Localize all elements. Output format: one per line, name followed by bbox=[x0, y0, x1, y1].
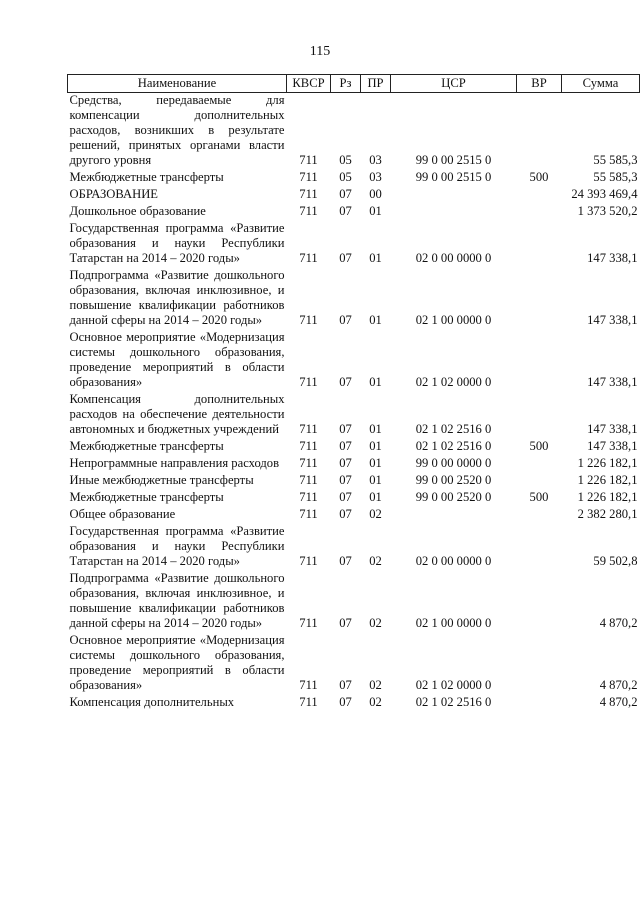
cell-csr: 02 1 02 2516 0 bbox=[415, 422, 492, 436]
cell-csr: 99 0 00 2520 0 bbox=[415, 473, 492, 487]
cell-vr bbox=[517, 330, 562, 392]
cell-sum: 1 373 520,2 bbox=[577, 204, 638, 218]
cell-vr bbox=[517, 392, 562, 439]
cell-vr bbox=[517, 93, 562, 171]
cell-kvsr: 711 bbox=[299, 456, 318, 470]
cell-csr: 02 1 02 2516 0 bbox=[415, 695, 492, 709]
cell-vr: 500 bbox=[529, 490, 549, 504]
cell-name: ОБРАЗОВАНИЕ bbox=[69, 187, 158, 201]
header-kvsr: КВСР bbox=[287, 75, 331, 93]
cell-sum: 147 338,1 bbox=[587, 422, 638, 436]
table-row bbox=[68, 204, 640, 221]
cell-sum: 2 382 280,1 bbox=[577, 507, 638, 521]
cell-kvsr: 711 bbox=[299, 153, 318, 167]
cell-name: Государственная программа «Развитие образования и науки Республики Татарстан на 2014 – 2020 годы» bbox=[69, 221, 285, 265]
table-row bbox=[68, 633, 640, 695]
cell-pr: 01 bbox=[369, 313, 382, 327]
cell-name: Межбюджетные трансферты bbox=[69, 170, 224, 184]
cell-rz: 07 bbox=[339, 490, 352, 504]
page-number: 115 bbox=[309, 44, 331, 59]
table-row bbox=[68, 456, 640, 473]
cell-name: Межбюджетные трансферты bbox=[69, 490, 224, 504]
cell-rz: 07 bbox=[339, 473, 352, 487]
cell-sum: 4 870,2 bbox=[599, 678, 638, 692]
cell-kvsr: 711 bbox=[299, 678, 318, 692]
cell-rz: 07 bbox=[339, 678, 352, 692]
cell-sum: 1 226 182,1 bbox=[577, 456, 638, 470]
cell-pr: 00 bbox=[369, 187, 382, 201]
cell-sum: 59 502,8 bbox=[593, 554, 638, 568]
cell-pr: 01 bbox=[369, 439, 382, 453]
cell-vr: 500 bbox=[529, 439, 549, 453]
cell-pr: 02 bbox=[369, 554, 382, 568]
cell-kvsr: 711 bbox=[299, 439, 318, 453]
cell-pr: 01 bbox=[369, 490, 382, 504]
cell-rz: 07 bbox=[339, 439, 352, 453]
cell-name: Непрограммные направления расходов bbox=[69, 456, 280, 470]
cell-csr: 99 0 00 2515 0 bbox=[415, 170, 492, 184]
cell-vr bbox=[517, 473, 562, 490]
cell-sum: 147 338,1 bbox=[587, 375, 638, 389]
table-row bbox=[68, 571, 640, 633]
table-row bbox=[68, 439, 640, 456]
table-row bbox=[68, 524, 640, 571]
cell-pr: 01 bbox=[369, 251, 382, 265]
cell-kvsr: 711 bbox=[299, 204, 318, 218]
cell-vr bbox=[517, 524, 562, 571]
cell-rz: 07 bbox=[339, 554, 352, 568]
table-row bbox=[68, 507, 640, 524]
cell-rz: 07 bbox=[339, 422, 352, 436]
cell-name: Общее образование bbox=[69, 507, 176, 521]
cell-rz: 05 bbox=[339, 170, 352, 184]
cell-kvsr: 711 bbox=[299, 554, 318, 568]
cell-vr bbox=[517, 268, 562, 330]
cell-name: Иные межбюджетные трансферты bbox=[69, 473, 254, 487]
cell-rz: 07 bbox=[339, 313, 352, 327]
table-header-row bbox=[68, 75, 640, 93]
cell-pr: 02 bbox=[369, 616, 382, 630]
table-row bbox=[68, 330, 640, 392]
cell-rz: 07 bbox=[339, 251, 352, 265]
cell-sum: 1 226 182,1 bbox=[577, 490, 638, 504]
cell-sum: 24 393 469,4 bbox=[571, 187, 638, 201]
cell-pr: 03 bbox=[369, 170, 382, 184]
cell-vr bbox=[517, 695, 562, 712]
cell-pr: 01 bbox=[369, 204, 382, 218]
cell-pr: 01 bbox=[369, 473, 382, 487]
cell-pr: 02 bbox=[369, 678, 382, 692]
cell-sum: 147 338,1 bbox=[587, 251, 638, 265]
cell-pr: 01 bbox=[369, 456, 382, 470]
table-row bbox=[68, 473, 640, 490]
cell-vr bbox=[517, 633, 562, 695]
cell-name: Компенсация дополнительных bbox=[69, 695, 235, 709]
header-vr: ВР bbox=[517, 75, 562, 93]
cell-rz: 07 bbox=[339, 456, 352, 470]
cell-vr bbox=[517, 221, 562, 268]
header-sum: Сумма bbox=[562, 75, 640, 93]
cell-vr: 500 bbox=[529, 170, 549, 184]
cell-name: Основное мероприятие «Модернизация системы дошкольного образования, проведение мероприятий в области образования» bbox=[69, 633, 285, 692]
header-rz: Рз bbox=[331, 75, 361, 93]
cell-name: Основное мероприятие «Модернизация системы дошкольного образования, проведение мероприятий в области образования» bbox=[69, 330, 285, 389]
cell-name: Государственная программа «Развитие образования и науки Республики Татарстан на 2014 – 2020 годы» bbox=[69, 524, 285, 568]
table-row bbox=[68, 221, 640, 268]
header-pr: ПР bbox=[361, 75, 391, 93]
cell-kvsr: 711 bbox=[299, 695, 318, 709]
table-row bbox=[68, 695, 640, 712]
cell-pr: 01 bbox=[369, 422, 382, 436]
cell-rz: 07 bbox=[339, 187, 352, 201]
cell-kvsr: 711 bbox=[299, 170, 318, 184]
cell-name: Дошкольное образование bbox=[69, 204, 206, 218]
cell-csr: 99 0 00 2520 0 bbox=[415, 490, 492, 504]
header-name: Наименование bbox=[68, 75, 287, 93]
cell-pr: 01 bbox=[369, 375, 382, 389]
cell-rz: 07 bbox=[339, 616, 352, 630]
cell-vr bbox=[517, 187, 562, 204]
cell-csr: 02 0 00 0000 0 bbox=[415, 554, 492, 568]
cell-sum: 147 338,1 bbox=[587, 439, 638, 453]
cell-kvsr: 711 bbox=[299, 187, 318, 201]
cell-kvsr: 711 bbox=[299, 313, 318, 327]
table-row bbox=[68, 392, 640, 439]
cell-csr: 99 0 00 2515 0 bbox=[415, 153, 492, 167]
cell-sum: 55 585,3 bbox=[593, 153, 638, 167]
cell-sum: 1 226 182,1 bbox=[577, 473, 638, 487]
cell-csr: 02 1 00 0000 0 bbox=[415, 313, 492, 327]
cell-vr bbox=[517, 507, 562, 524]
cell-rz: 05 bbox=[339, 153, 352, 167]
table-row bbox=[68, 187, 640, 204]
cell-vr bbox=[517, 456, 562, 473]
cell-csr: 02 1 00 0000 0 bbox=[415, 616, 492, 630]
cell-csr bbox=[391, 204, 517, 221]
table-row bbox=[68, 170, 640, 187]
cell-name: Компенсация дополнительных расходов на обеспечение деятельности автономных и бюджетных учреждений bbox=[69, 392, 285, 436]
cell-sum: 147 338,1 bbox=[587, 313, 638, 327]
cell-rz: 07 bbox=[339, 695, 352, 709]
budget-table bbox=[67, 74, 640, 712]
cell-csr: 02 1 02 2516 0 bbox=[415, 439, 492, 453]
cell-rz: 07 bbox=[339, 507, 352, 521]
cell-kvsr: 711 bbox=[299, 507, 318, 521]
cell-csr bbox=[391, 507, 517, 524]
cell-kvsr: 711 bbox=[299, 251, 318, 265]
cell-kvsr: 711 bbox=[299, 616, 318, 630]
cell-rz: 07 bbox=[339, 204, 352, 218]
cell-csr: 02 0 00 0000 0 bbox=[415, 251, 492, 265]
header-csr: ЦСР bbox=[391, 75, 517, 93]
cell-csr: 99 0 00 0000 0 bbox=[415, 456, 492, 470]
cell-name: Подпрограмма «Развитие дошкольного образования, включая инклюзивное, и повышение квалификации работников данной сферы на 2014 – 2020 годы» bbox=[69, 571, 285, 630]
cell-name: Межбюджетные трансферты bbox=[69, 439, 224, 453]
cell-name: Средства, передаваемые для компенсации дополнительных расходов, возникших в результате решений, принятых органами власти другого уровня bbox=[69, 93, 285, 167]
cell-pr: 03 bbox=[369, 153, 382, 167]
cell-name: Подпрограмма «Развитие дошкольного образования, включая инклюзивное, и повышение квалификации работников данной сферы на 2014 – 2020 годы» bbox=[69, 268, 285, 327]
cell-csr: 02 1 02 0000 0 bbox=[415, 678, 492, 692]
table-row bbox=[68, 490, 640, 507]
cell-sum: 55 585,3 bbox=[593, 170, 638, 184]
cell-kvsr: 711 bbox=[299, 422, 318, 436]
cell-csr: 02 1 02 0000 0 bbox=[415, 375, 492, 389]
cell-sum: 4 870,2 bbox=[599, 616, 638, 630]
cell-rz: 07 bbox=[339, 375, 352, 389]
cell-csr bbox=[391, 187, 517, 204]
cell-kvsr: 711 bbox=[299, 375, 318, 389]
cell-vr bbox=[517, 571, 562, 633]
cell-vr bbox=[517, 204, 562, 221]
table-row bbox=[68, 93, 640, 171]
cell-pr: 02 bbox=[369, 507, 382, 521]
table-row bbox=[68, 268, 640, 330]
cell-sum: 4 870,2 bbox=[599, 695, 638, 709]
cell-pr: 02 bbox=[369, 695, 382, 709]
cell-kvsr: 711 bbox=[299, 490, 318, 504]
cell-kvsr: 711 bbox=[299, 473, 318, 487]
